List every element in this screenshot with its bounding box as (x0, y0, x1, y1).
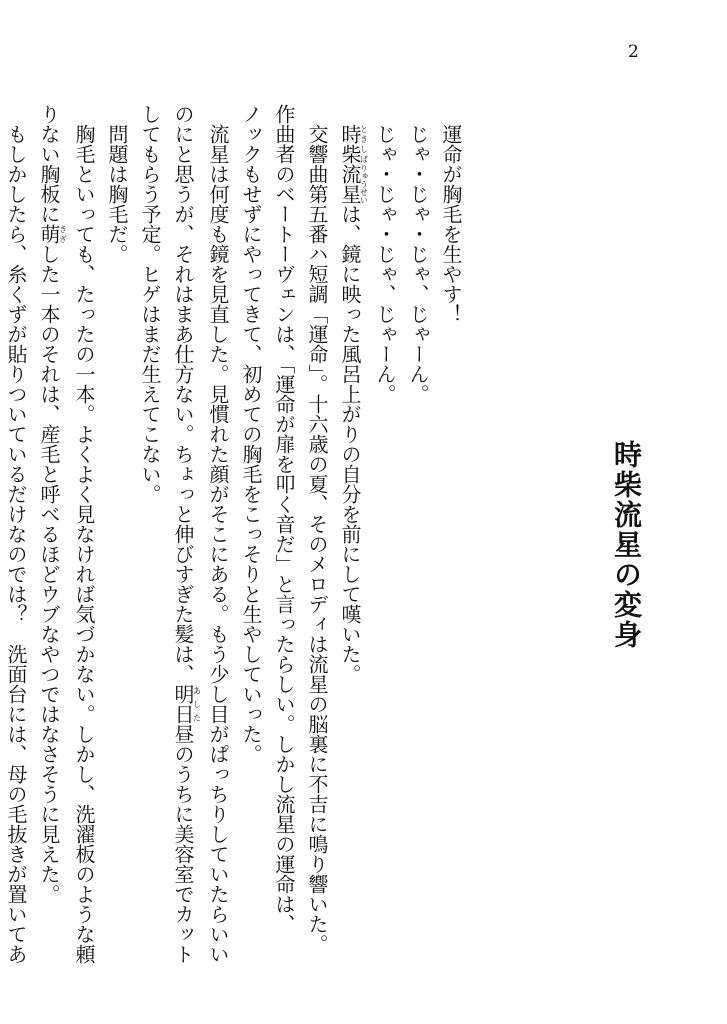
ruby-tokishiba: 時柴ときしば (338, 124, 369, 164)
text-line-7: ノックもせずにやってきて、初めての胸毛をこっそりと生やしていった。 (239, 104, 263, 764)
text-line-13: りない胸板に萌きざした一本のそれは、産毛と呼べるほどウブなやつではなさそうに見えた。 (37, 104, 68, 904)
text-line-1: 運命が胸毛を生やす！ (439, 124, 463, 324)
text-line-9: のにと思うが、それはまあ仕方ない。ちょっと伸びすぎた髪は、明日あした昼のうちに美容室でカット (171, 104, 202, 964)
body-text (0, 104, 467, 964)
ruby-ashita: 明日あした (171, 684, 202, 724)
text-line-4: 時柴ときしば流星りゅうせいは、鏡に映った風呂上がりの自分を前にして嘆いた。 (338, 124, 369, 684)
text-line-14: もしかしたら、糸くずが貼りついているだけなのでは？ 洗面台には、母の毛抜きが置いてあ (4, 124, 28, 964)
text-line-3: じゃ・じゃ・じゃ、じゃーん。 (373, 124, 397, 404)
text-line-5: 交響曲第五番ハ短調「運命」。十六歳の夏、そのメロディは流星の脳裏に不吉に鳴り響いた。 (305, 124, 329, 954)
text-line-8: 流星は何度も鏡を見直した。見慣れた顔がそこにある。もう少し目がぱっちりしていたらいい (206, 124, 230, 964)
ruby-kizuku: 萌きざ (37, 224, 68, 244)
text-line-12: 胸毛といっても、たったの一本。よくよく見なければ気づかない。しかし、洗濯板のような頼 (72, 124, 96, 964)
text-line-10: してもらう予定。ヒゲはまだ生えてこない。 (138, 104, 162, 504)
text-line-6: 作曲者のベートーヴェンは、「運命が扉を叩く音だ」と言ったらしい。しかし流星の運命は、 (272, 104, 296, 934)
text-line-2: じゃ・じゃ・じゃ、じゃーん。 (406, 124, 430, 404)
page-number: 2 (628, 42, 639, 62)
chapter-title: 時柴流星の変身 (610, 440, 643, 650)
ruby-ryusei: 流星りゅうせい (338, 164, 369, 204)
text-line-11: 問題は胸毛だ。 (105, 124, 129, 264)
